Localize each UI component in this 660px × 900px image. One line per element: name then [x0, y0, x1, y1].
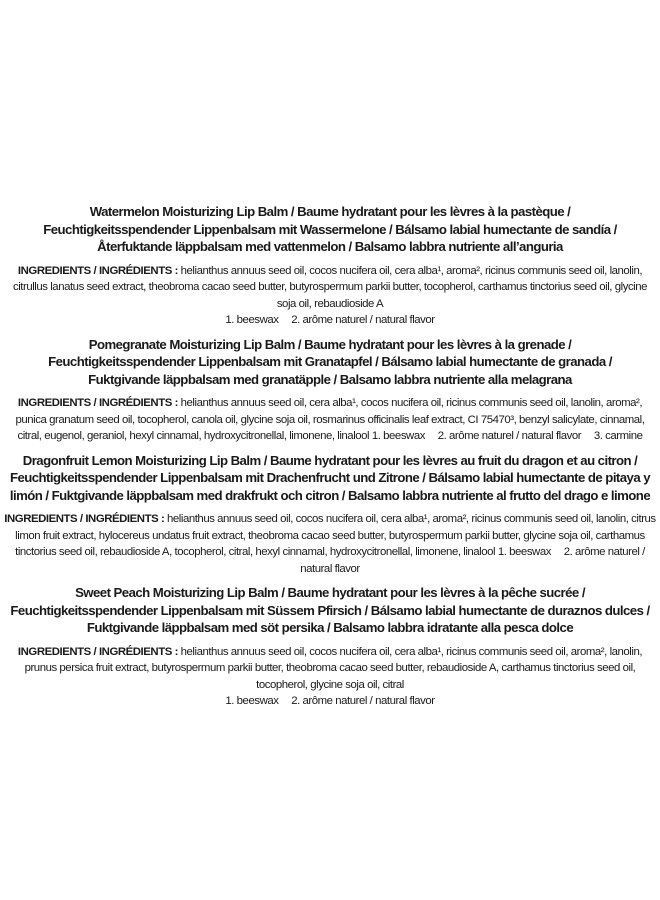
title-line: Fuktgivande läppbalsam med söt persika / Balsamo labbra idratante alla pesca dolce	[86, 620, 574, 635]
footnote: 2. arôme naturel / natural flavor	[437, 430, 582, 442]
product-section-pomegranate	[0, 336, 660, 445]
footnote: 3. carmine	[593, 430, 643, 442]
title-line: Feuchtigkeitsspendender Lippenbalsam mit Drachenfrucht und Zitrone / Bálsamo labial humectante de pitaya y	[9, 470, 651, 485]
title-line: Dragonfruit Lemon Moisturizing Lip Balm / Baume hydratant pour les lèvres au fruit du dragon et au citron /	[22, 452, 638, 468]
ingredients-block	[0, 263, 660, 329]
ingredients-text: helianthus annuus seed oil, cocos nucifera oil, cera alba¹, aroma², ricinus communis seed oil, lanolin, citrus limon fruit extract, hylocereus undatus fruit extract, theobroma cacao seed butter, butyrospermum parkii butter, glycine soja oil, carthamus tinctorius seed oil, rebaudioside A, tocopherol, citral, hexyl cinnamal, hydroxycitronellal, limonene, linalool	[15, 513, 656, 558]
title-line: Feuchtigkeitsspendender Lippenbalsam mit Wassermelone / Bálsamo labial humectante de sandía /	[43, 221, 617, 237]
title-line: Feuchtigkeitsspendender Lippenbalsam mit Süssem Pfirsich / Bálsamo labial humectante de duraznos dulces /	[10, 602, 650, 618]
footnote: 1. beeswax	[225, 695, 279, 707]
product-section-watermelon	[0, 203, 660, 329]
ingredients-label: INGREDIENTS / INGRÉDIENTS :	[17, 397, 178, 409]
ingredients-block	[0, 644, 660, 710]
footnote: 2. arôme naturel / natural flavor	[291, 695, 435, 707]
ingredients-label: INGREDIENTS / INGRÉDIENTS :	[4, 513, 165, 525]
footnote: 2. arôme naturel / natural flavor	[300, 546, 645, 575]
ingredients-text: helianthus annuus seed oil, cera alba¹, cocos nucifera oil, ricinus communis seed oil, lanolin, aroma², punica granatum seed oil, tocopherol, canola oil, glycine soja oil, rosmarinus officinalis leaf extract, CI 75470³, benzyl salicylate, cinnamal, citral, eugenol, geraniol, hexyl cinnamal, hydroxycitronellal, limonene, linalool	[15, 397, 645, 442]
ingredients-block	[0, 511, 660, 577]
title-line: Pomegranate Moisturizing Lip Balm / Baume hydratant pour les lèvres à la grenade /	[88, 336, 572, 352]
footnote: 1. beeswax	[371, 430, 425, 442]
ingredients-label: INGREDIENTS / INGRÉDIENTS :	[17, 645, 178, 658]
title-line: Fuktgivande läppbalsam med granatäpple / Balsamo labbra nutriente alla melagrana	[88, 371, 572, 387]
ingredients-block	[0, 395, 660, 445]
product-title	[0, 584, 660, 637]
footnote: 2. arôme naturel / natural flavor	[291, 314, 435, 326]
footnote: 1. beeswax	[225, 314, 279, 326]
product-title	[0, 452, 660, 505]
ingredients-label: INGREDIENTS / INGRÉDIENTS :	[17, 264, 178, 277]
product-section-sweet-peach	[0, 584, 660, 710]
product-title	[0, 336, 660, 389]
ingredients-document	[0, 203, 660, 717]
title-line: Feuchtigkeitsspendender Lippenbalsam mit Granatapfel / Bálsamo labial humectante de granada /	[48, 354, 612, 369]
product-section-dragonfruit-lemon	[0, 452, 660, 578]
ingredients-text: helianthus annuus seed oil, cocos nucifera oil, cera alba¹, ricinus communis seed oil, aroma², lanolin, prunus persica fruit extract, butyrospermum parkii butter, theobroma cacao seed butter, rebaudioside A, carthamus tinctorius seed oil, tocopherol, glycine soja oil, citral	[24, 645, 643, 691]
title-line: Återfuktande läppbalsam med vattenmelon / Balsamo labbra nutriente all’anguria	[97, 239, 563, 254]
ingredients-text: helianthus annuus seed oil, cocos nucifera oil, cera alba¹, aroma², ricinus communis seed oil, lanolin, citrullus lanatus seed extract, theobroma cacao seed butter, butyrospermum parkii butter, tocopherol, carthamus tinctorius seed oil, glycine soja oil, rebaudioside A	[12, 264, 648, 310]
title-line: limón / Fuktgivande läppbalsam med drakfrukt och citron / Balsamo labbra nutriente al frutto del drago e limone	[9, 487, 651, 503]
footnote: 1. beeswax	[497, 546, 551, 558]
title-line: Sweet Peach Moisturizing Lip Balm / Baume hydratant pour les lèvres à la pêche sucrée /	[75, 585, 585, 600]
title-line: Watermelon Moisturizing Lip Balm / Baume hydratant pour les lèvres à la pastèque /	[89, 204, 571, 219]
product-title	[0, 203, 660, 256]
